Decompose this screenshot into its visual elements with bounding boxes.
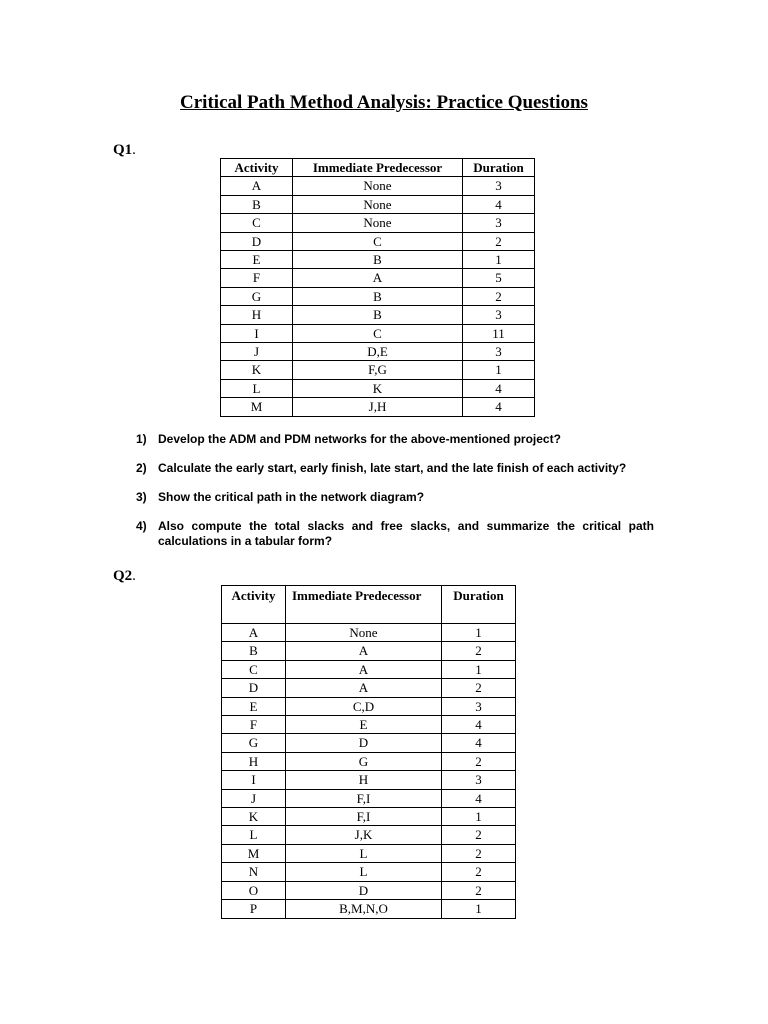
cell-activity: C <box>222 660 286 678</box>
page-title: Critical Path Method Analysis: Practice Questions <box>180 92 588 113</box>
table-row <box>221 398 535 416</box>
cell-predecessor: A <box>286 660 442 678</box>
header-activity: Activity <box>221 159 293 177</box>
table-row <box>222 881 516 899</box>
table-row <box>222 771 516 789</box>
cell-duration: 2 <box>442 642 516 660</box>
cell-duration: 2 <box>442 863 516 881</box>
cell-predecessor: B <box>293 251 463 269</box>
table-row <box>221 214 535 232</box>
cell-duration: 4 <box>463 379 535 397</box>
cell-predecessor: None <box>293 214 463 232</box>
cell-activity: B <box>222 642 286 660</box>
cell-activity: M <box>221 398 293 416</box>
cell-duration: 4 <box>463 398 535 416</box>
cell-duration: 1 <box>442 900 516 918</box>
cell-predecessor: None <box>286 624 442 642</box>
cell-duration: 2 <box>442 752 516 770</box>
table-row <box>221 269 535 287</box>
cell-duration: 3 <box>463 306 535 324</box>
question-number: 3) <box>136 490 147 504</box>
cell-activity: D <box>222 679 286 697</box>
table-header-row <box>222 586 516 624</box>
table-row <box>221 287 535 305</box>
table-row <box>221 195 535 213</box>
cell-predecessor: D <box>286 734 442 752</box>
cell-activity: D <box>221 232 293 250</box>
cell-duration: 11 <box>463 324 535 342</box>
cell-predecessor: C <box>293 324 463 342</box>
table-row <box>222 624 516 642</box>
q2-table-body <box>222 624 516 919</box>
cell-predecessor: L <box>286 844 442 862</box>
cell-activity: A <box>222 624 286 642</box>
cell-activity: O <box>222 881 286 899</box>
table-row <box>222 863 516 881</box>
cell-duration: 2 <box>442 844 516 862</box>
cell-activity: F <box>221 269 293 287</box>
cell-predecessor: A <box>286 642 442 660</box>
cell-predecessor: C,D <box>286 697 442 715</box>
header-immediate-predecessor: Immediate Predecessor <box>293 159 463 177</box>
table-row <box>221 379 535 397</box>
cell-predecessor: B <box>293 287 463 305</box>
cell-duration: 3 <box>463 343 535 361</box>
cell-duration: 1 <box>442 660 516 678</box>
cell-predecessor: F,G <box>293 361 463 379</box>
q1-question-list <box>136 432 654 563</box>
cell-predecessor: F,I <box>286 789 442 807</box>
question-item <box>136 519 654 549</box>
question-text: Develop the ADM and PDM networks for the above-mentioned project? <box>158 432 561 446</box>
cell-activity: L <box>221 379 293 397</box>
cell-predecessor: H <box>286 771 442 789</box>
cell-predecessor: K <box>293 379 463 397</box>
cell-duration: 4 <box>442 789 516 807</box>
cell-activity: A <box>221 177 293 195</box>
cell-activity: K <box>221 361 293 379</box>
question-item <box>136 461 654 476</box>
cell-activity: P <box>222 900 286 918</box>
table-row <box>222 642 516 660</box>
cell-activity: C <box>221 214 293 232</box>
table-row <box>222 734 516 752</box>
cell-activity: H <box>221 306 293 324</box>
question-1-label: Q1. <box>113 142 136 158</box>
cell-activity: H <box>222 752 286 770</box>
table-row <box>221 251 535 269</box>
cell-duration: 4 <box>442 734 516 752</box>
question-2-label: Q2. <box>113 568 136 584</box>
table-row <box>222 808 516 826</box>
table-row <box>221 343 535 361</box>
q2-activity-table <box>221 585 516 919</box>
table-row <box>222 660 516 678</box>
cell-activity: N <box>222 863 286 881</box>
cell-duration: 3 <box>442 697 516 715</box>
table-row <box>222 679 516 697</box>
cell-predecessor: B <box>293 306 463 324</box>
cell-duration: 2 <box>463 287 535 305</box>
cell-duration: 3 <box>442 771 516 789</box>
cell-activity: G <box>221 287 293 305</box>
question-number: 4) <box>136 519 147 533</box>
cell-predecessor: D <box>286 881 442 899</box>
question-text: Also compute the total slacks and free slacks, and summarize the critical path calculations in a tabular form? <box>158 519 654 548</box>
cell-predecessor: None <box>293 195 463 213</box>
table-row <box>222 697 516 715</box>
table-row <box>222 826 516 844</box>
question-text: Show the critical path in the network diagram? <box>158 490 425 504</box>
table-row <box>221 232 535 250</box>
cell-duration: 3 <box>463 214 535 232</box>
table-row <box>221 306 535 324</box>
cell-predecessor: A <box>286 679 442 697</box>
cell-duration: 1 <box>463 251 535 269</box>
question-number: 2) <box>136 461 147 475</box>
header-duration: Duration <box>463 159 535 177</box>
table-row <box>221 361 535 379</box>
cell-duration: 2 <box>442 679 516 697</box>
cell-predecessor: None <box>293 177 463 195</box>
cell-activity: I <box>221 324 293 342</box>
cell-activity: F <box>222 716 286 734</box>
cell-activity: M <box>222 844 286 862</box>
cell-predecessor: D,E <box>293 343 463 361</box>
cell-activity: I <box>222 771 286 789</box>
table-row <box>221 177 535 195</box>
question-item <box>136 432 654 447</box>
cell-predecessor: C <box>293 232 463 250</box>
cell-duration: 2 <box>442 826 516 844</box>
q1-activity-table <box>220 158 535 417</box>
cell-duration: 2 <box>463 232 535 250</box>
cell-predecessor: E <box>286 716 442 734</box>
cell-duration: 4 <box>442 716 516 734</box>
table-row <box>222 716 516 734</box>
cell-duration: 1 <box>442 808 516 826</box>
question-number: 1) <box>136 432 147 446</box>
cell-activity: E <box>222 697 286 715</box>
question-text: Calculate the early start, early finish, late start, and the late finish of each activity? <box>158 461 627 475</box>
table-row <box>222 844 516 862</box>
header-activity: Activity <box>222 586 286 624</box>
cell-predecessor: A <box>293 269 463 287</box>
cell-predecessor: L <box>286 863 442 881</box>
cell-predecessor: F,I <box>286 808 442 826</box>
cell-predecessor: G <box>286 752 442 770</box>
question-item <box>136 490 654 505</box>
cell-duration: 5 <box>463 269 535 287</box>
table-row <box>222 789 516 807</box>
cell-duration: 1 <box>463 361 535 379</box>
cell-duration: 4 <box>463 195 535 213</box>
cell-activity: J <box>222 789 286 807</box>
cell-predecessor: J,K <box>286 826 442 844</box>
header-duration: Duration <box>442 586 516 624</box>
cell-activity: L <box>222 826 286 844</box>
table-row <box>222 752 516 770</box>
question-2-label-text: Q2 <box>113 568 133 584</box>
table-header-row <box>221 159 535 177</box>
cell-activity: G <box>222 734 286 752</box>
cell-activity: K <box>222 808 286 826</box>
cell-predecessor: J,H <box>293 398 463 416</box>
table-row <box>221 324 535 342</box>
cell-activity: B <box>221 195 293 213</box>
header-immediate-predecessor: Immediate Predecessor <box>286 586 442 624</box>
cell-duration: 1 <box>442 624 516 642</box>
table-row <box>222 900 516 918</box>
cell-activity: J <box>221 343 293 361</box>
q1-table-body <box>221 177 535 416</box>
cell-activity: E <box>221 251 293 269</box>
cell-duration: 3 <box>463 177 535 195</box>
question-1-label-text: Q1 <box>113 142 133 158</box>
cell-predecessor: B,M,N,O <box>286 900 442 918</box>
cell-duration: 2 <box>442 881 516 899</box>
